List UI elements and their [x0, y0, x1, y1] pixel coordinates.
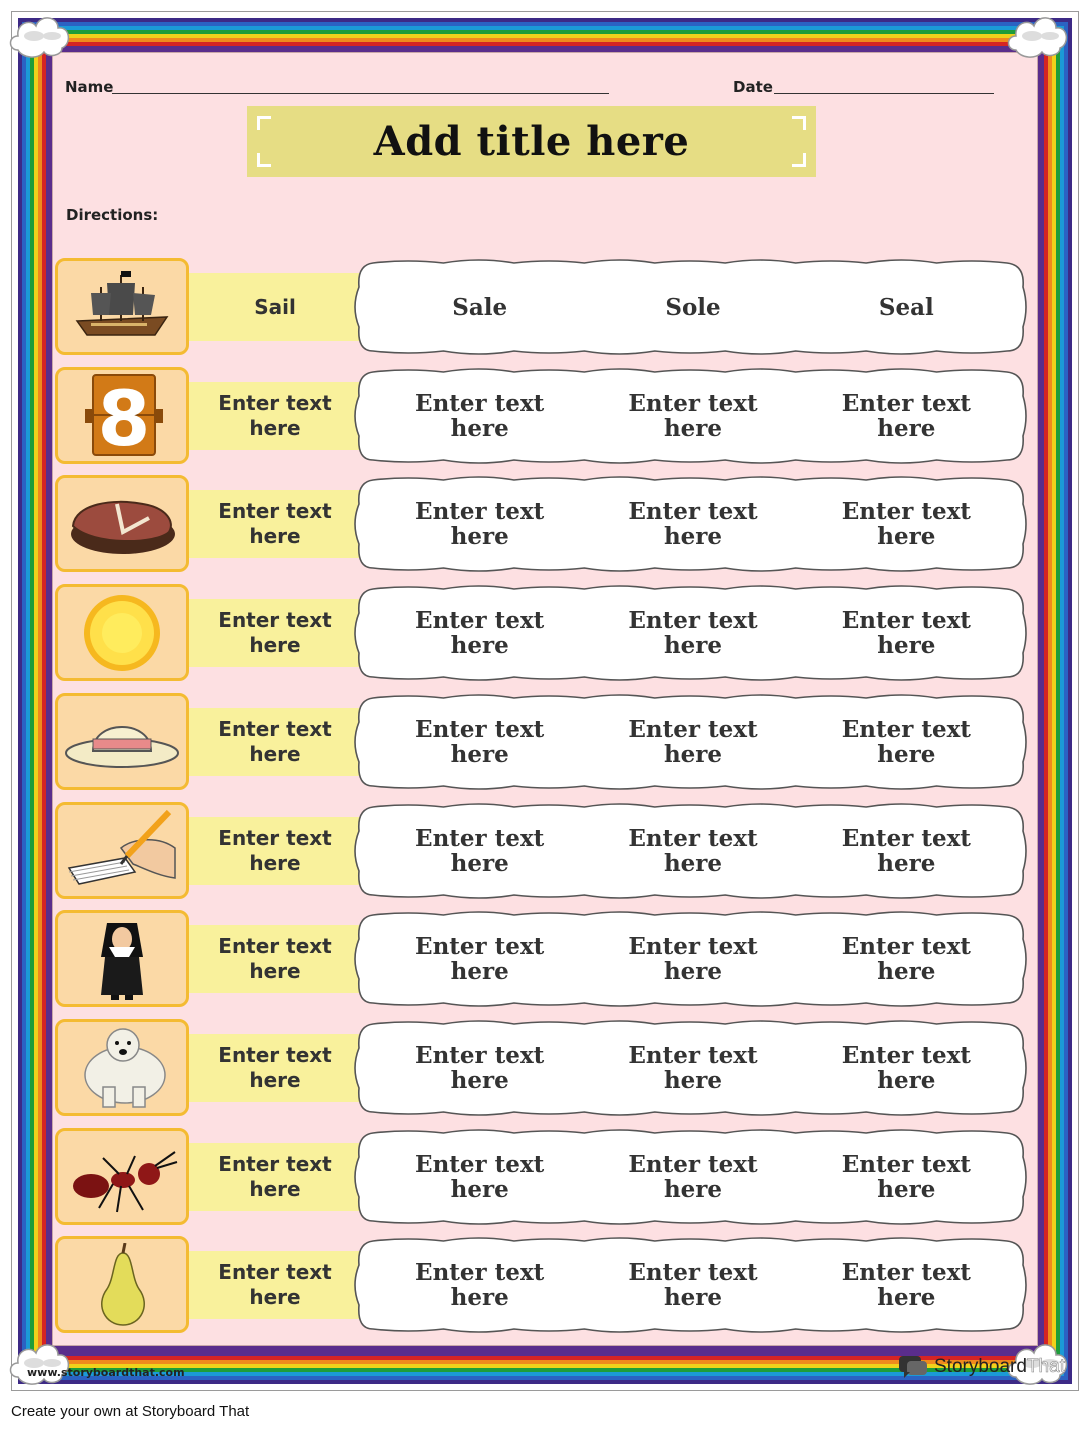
cloud-corner-icon — [1006, 10, 1070, 60]
choice-option[interactable]: Enter text here — [841, 1041, 971, 1094]
word-row — [55, 1019, 1027, 1117]
ant-icon[interactable] — [55, 1128, 189, 1225]
choice-option[interactable]: Seal — [878, 293, 934, 321]
bracket-corner — [792, 153, 806, 167]
target-word: Enter text here — [218, 1151, 332, 1201]
word-row — [55, 802, 1027, 900]
target-word-box[interactable] — [189, 1251, 361, 1319]
choice-option[interactable]: Enter text here — [415, 1041, 545, 1094]
bracket-corner — [257, 116, 271, 130]
choice-option[interactable]: Enter text here — [841, 389, 971, 442]
cloud-corner-icon — [8, 10, 72, 60]
choices-cloud — [353, 583, 1027, 683]
word-row — [55, 475, 1027, 573]
date-field[interactable] — [774, 93, 994, 94]
choice-option[interactable]: Enter text here — [628, 933, 758, 986]
word-row — [55, 1236, 1027, 1334]
credit-line[interactable]: Create your own at Storyboard That — [11, 1403, 250, 1420]
brand-logo — [898, 1355, 1065, 1379]
choice-option[interactable]: Enter text here — [415, 607, 545, 660]
choice-option[interactable]: Sale — [452, 293, 508, 321]
choice-option[interactable]: Sole — [665, 293, 721, 321]
choice-option[interactable]: Enter text here — [628, 824, 758, 877]
choices-cloud — [353, 1235, 1027, 1335]
choice-option[interactable]: Enter text here — [628, 715, 758, 768]
choice-option[interactable]: Enter text here — [841, 607, 971, 660]
target-word: Sail — [254, 294, 296, 319]
target-word: Enter text here — [218, 934, 332, 984]
target-word-box[interactable] — [189, 925, 361, 993]
target-word: Enter text here — [218, 1042, 332, 1092]
target-word-box[interactable] — [189, 273, 361, 341]
choice-option[interactable]: Enter text here — [841, 498, 971, 551]
svg-text:8: 8 — [97, 374, 151, 458]
choice-option[interactable]: Enter text here — [415, 933, 545, 986]
choices-cloud — [353, 257, 1027, 357]
target-word-box[interactable] — [189, 490, 361, 558]
choices-cloud — [353, 909, 1027, 1009]
hat-icon[interactable] — [55, 693, 189, 790]
sun-icon[interactable] — [55, 584, 189, 681]
target-word-box[interactable] — [189, 817, 361, 885]
pear-icon[interactable] — [55, 1236, 189, 1333]
choice-option[interactable]: Enter text here — [841, 1259, 971, 1312]
polar-bear-icon[interactable] — [55, 1019, 189, 1116]
writing-hand-icon[interactable] — [55, 802, 189, 899]
choice-option[interactable]: Enter text here — [841, 1150, 971, 1203]
word-row — [55, 1128, 1027, 1226]
bracket-corner — [257, 153, 271, 167]
choice-option[interactable]: Enter text here — [415, 824, 545, 877]
choice-option[interactable]: Enter text here — [415, 498, 545, 551]
page-title: Add title here — [373, 118, 690, 165]
target-word: Enter text here — [218, 608, 332, 658]
target-word: Enter text here — [218, 390, 332, 440]
target-word-box[interactable] — [189, 382, 361, 450]
choices-cloud — [353, 474, 1027, 574]
target-word-box[interactable] — [189, 1034, 361, 1102]
date-label: Date — [733, 78, 773, 96]
choice-option[interactable]: Enter text here — [415, 1150, 545, 1203]
choice-option[interactable]: Enter text here — [628, 1041, 758, 1094]
choice-option[interactable]: Enter text here — [415, 715, 545, 768]
brand-name-b: That — [1026, 1356, 1065, 1377]
choice-option[interactable]: Enter text here — [841, 933, 971, 986]
target-word: Enter text here — [218, 716, 332, 766]
choices-cloud — [353, 692, 1027, 792]
directions-label: Directions: — [66, 206, 159, 224]
word-row — [55, 258, 1027, 356]
target-word-box[interactable] — [189, 599, 361, 667]
word-row — [55, 693, 1027, 791]
site-url[interactable]: www.storyboardthat.com — [27, 1366, 185, 1379]
choice-option[interactable]: Enter text here — [415, 1259, 545, 1312]
cloud-corner-icon — [8, 1337, 72, 1387]
speech-bubble-icon — [898, 1355, 928, 1379]
word-row — [55, 584, 1027, 682]
bracket-corner — [792, 116, 806, 130]
choice-option[interactable]: Enter text here — [841, 715, 971, 768]
name-field[interactable] — [112, 93, 609, 94]
choices-cloud — [353, 801, 1027, 901]
target-word: Enter text here — [218, 499, 332, 549]
word-row — [55, 367, 1027, 465]
choice-option[interactable]: Enter text here — [415, 389, 545, 442]
word-row — [55, 910, 1027, 1008]
choice-option[interactable]: Enter text here — [628, 607, 758, 660]
target-word-box[interactable] — [189, 708, 361, 776]
choice-option[interactable]: Enter text here — [841, 824, 971, 877]
target-word-box[interactable] — [189, 1143, 361, 1211]
choice-option[interactable]: Enter text here — [628, 498, 758, 551]
choice-option[interactable]: Enter text here — [628, 389, 758, 442]
brand-name — [934, 1356, 1065, 1378]
choices-cloud — [353, 1127, 1027, 1227]
brand-name-a: Storyboard — [934, 1356, 1027, 1377]
title-box[interactable] — [247, 106, 816, 177]
steak-icon[interactable] — [55, 475, 189, 572]
choices-cloud — [353, 1018, 1027, 1118]
target-word: Enter text here — [218, 1260, 332, 1310]
ship-icon[interactable] — [55, 258, 189, 355]
choice-option[interactable]: Enter text here — [628, 1150, 758, 1203]
name-label: Name — [65, 78, 114, 96]
nun-icon[interactable] — [55, 910, 189, 1007]
choice-option[interactable]: Enter text here — [628, 1259, 758, 1312]
target-word: Enter text here — [218, 825, 332, 875]
number-eight-icon[interactable] — [55, 367, 189, 464]
choices-cloud — [353, 366, 1027, 466]
